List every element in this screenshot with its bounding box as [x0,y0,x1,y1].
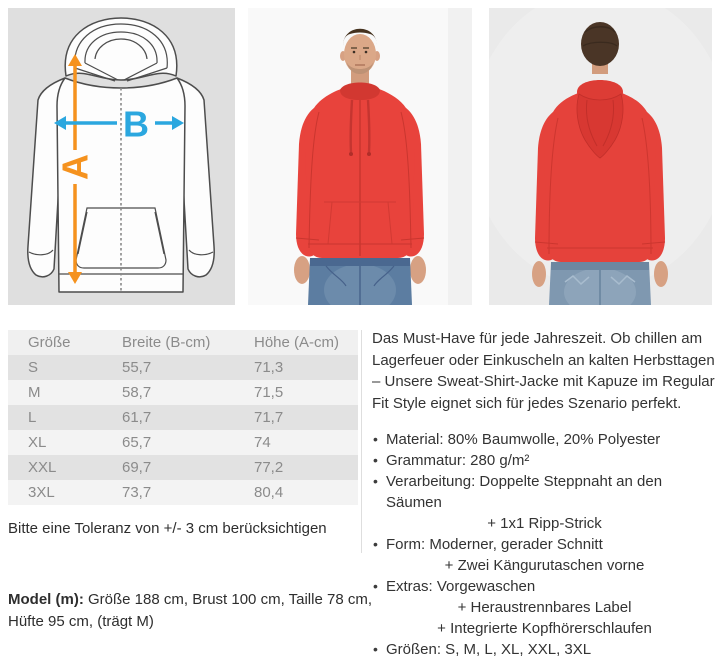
bullet-icon: • [373,431,378,447]
size-chart [8,330,358,505]
feature-item [372,639,717,660]
height-label-a: A [54,154,96,180]
model-info-details: Größe 188 cm, Brust 100 cm, Taille 78 cm, Hüfte 95 cm, (trägt M) [8,591,372,630]
table-row [8,380,358,405]
feature-sub-line: + 1x1 Ripp-Strick [487,515,602,532]
front-figure [248,8,472,305]
width-label-b: B [123,103,149,145]
tolerance-note: Bitte eine Toleranz von +/- 3 cm berücksichtigen [8,520,327,537]
jeans-back [549,262,651,305]
feature-item [372,471,717,534]
size-cell: XXL [28,459,57,476]
bullet-icon: • [373,536,378,552]
size-chart-table [8,330,358,505]
feature-sub-line: + Heraustrennbares Label [457,599,632,616]
column-divider [361,330,362,553]
size-cell: XL [28,434,47,451]
feature-text: Grammatur: 280 g/m² [386,452,530,469]
measure-cell: 58,7 [122,384,152,401]
hoodie-measurement-diagram [8,8,235,305]
measure-cell: 71,7 [254,409,284,426]
size-chart-header-row [8,330,358,355]
back-figure [489,8,712,305]
face [344,34,376,74]
feature-text: Größen: S, M, L, XL, XXL, 3XL [386,641,592,658]
column-header: Größe [28,334,71,351]
feature-item [372,534,717,576]
table-row [8,405,358,430]
measure-cell: 80,4 [254,484,284,501]
red-hoodie-front [296,83,424,259]
size-table-body [8,355,358,505]
column-header: Breite (B-cm) [122,334,211,351]
size-diagram-image[interactable] [8,8,235,305]
jeans-front [308,258,412,305]
feature-text: Form: Moderner, gerader Schnitt [386,536,603,553]
bullet-icon: • [373,452,378,468]
model-front-photo[interactable] [248,8,472,305]
size-cell: M [28,384,41,401]
table-row [8,355,358,380]
measure-cell: 69,7 [122,459,152,476]
bullet-icon: • [373,473,378,489]
model-info-label: Model (m): [8,591,84,608]
size-cell: 3XL [28,484,55,501]
table-row [8,480,358,505]
feature-sub-line: + Integrierte Kopfhörerschlaufen [437,620,652,637]
model-info [8,589,372,633]
feature-text: Verarbeitung: Doppelte Steppnaht an den Säumen [386,473,663,511]
table-row [8,455,358,480]
measure-cell: 74 [254,434,271,451]
measure-cell: 71,3 [254,359,284,376]
feature-text: Material: 80% Baumwolle, 20% Polyester [386,431,661,448]
feature-item [372,576,717,639]
measure-cell: 61,7 [122,409,152,426]
feature-list [372,429,717,660]
product-description [372,328,717,660]
feature-item [372,429,717,450]
feature-text: Extras: Vorgewaschen [386,578,536,595]
feature-sub-line: + Zwei Kängurutaschen vorne [444,557,645,574]
measure-cell: 71,5 [254,384,284,401]
measure-cell: 73,7 [122,484,152,501]
size-cell: S [28,359,39,376]
measure-cell: 55,7 [122,359,152,376]
model-back-photo[interactable] [489,8,712,305]
feature-item [372,450,717,471]
table-row [8,430,358,455]
measure-cell: 65,7 [122,434,152,451]
bullet-icon: • [373,641,378,657]
measure-cell: 77,2 [254,459,284,476]
description-intro: Das Must-Have für jede Jahreszeit. Ob chillen am Lagerfeuer oder Einkuscheln an kalten Herbsttagen – Unsere Sweat-Shirt-Jacke mit Kapuze im Regular Fit Style eignet sich für jedes Szenario perfekt. [372,330,715,412]
size-cell: L [28,409,37,426]
column-header: Höhe (A-cm) [254,334,340,351]
bullet-icon: • [373,578,378,594]
